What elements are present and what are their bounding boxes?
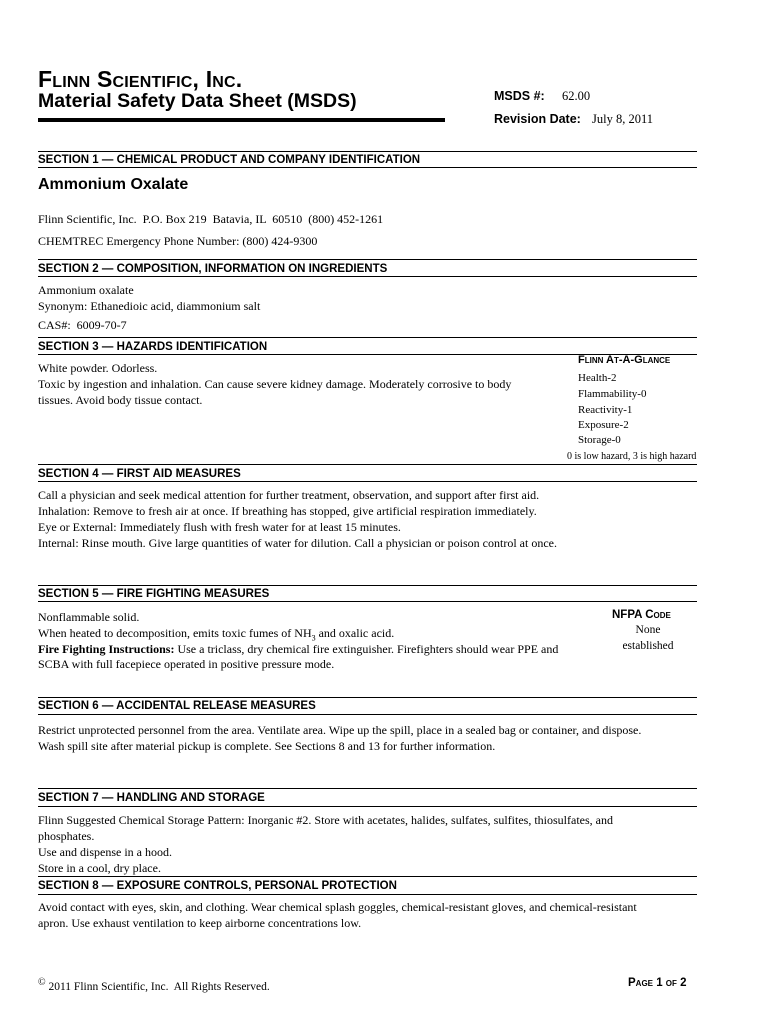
glance-legend: 0 is low hazard, 3 is high hazard — [567, 451, 697, 462]
section-8-rule-top — [38, 876, 697, 877]
page-number: Page 1 of 2 — [628, 977, 687, 989]
emergency-phone: CHEMTREC Emergency Phone Number: (800) 424-9300 — [38, 234, 318, 248]
storage-line-1: Flinn Suggested Chemical Storage Pattern: Inorganic #2. Store with acetates, halides, sulfates, sulfites, thiosulfates, and — [38, 813, 613, 827]
nfpa-code-value-1: None — [635, 624, 661, 636]
section-7-rule-bottom — [38, 806, 697, 807]
section-6-heading: SECTION 6 — ACCIDENTAL RELEASE MEASURES — [38, 700, 316, 712]
section-5-rule-top — [38, 585, 697, 586]
storage-line-2: phosphates. — [38, 829, 95, 843]
section-6-rule-bottom — [38, 714, 697, 715]
exposure-line-2: apron. Use exhaust ventilation to keep airborne concentrations low. — [38, 916, 362, 930]
fire-line-2-tail: and oxalic acid. — [315, 626, 395, 640]
release-line-1: Restrict unprotected personnel from the area. Ventilate area. Wipe up the spill, place in a sealed bag or container, and dispose. — [38, 723, 642, 737]
first-aid-inhalation: Inhalation: Remove to fresh air at once. If breathing has stopped, give artificial respiration immediately. — [38, 504, 537, 518]
fire-line-1: Nonflammable solid. — [38, 610, 140, 624]
revision-date-label: Revision Date: — [494, 112, 581, 126]
fire-line-2-subscript: 3 — [311, 633, 316, 643]
section-3-rule-top — [38, 337, 697, 338]
hazard-line-2: Toxic by ingestion and inhalation. Can cause severe kidney damage. Moderately corrosive to body — [38, 377, 512, 391]
title-rule — [38, 118, 445, 122]
ingredient-synonym: Synonym: Ethanedioic acid, diammonium salt — [38, 299, 261, 313]
revision-date-value: July 8, 2011 — [592, 112, 653, 126]
section-2-rule-bottom — [38, 276, 697, 277]
fire-line-2-text: When heated to decomposition, emits toxic fumes of NH — [38, 626, 312, 640]
fire-instructions-line-2: SCBA with full facepiece operated in positive pressure mode. — [38, 657, 335, 671]
document-type: Material Safety Data Sheet (MSDS) — [38, 90, 357, 112]
footer-copyright — [38, 977, 270, 993]
glance-health: Health-2 — [578, 372, 617, 384]
first-aid-general: Call a physician and seek medical attention for further treatment, observation, and support after first aid. — [38, 488, 540, 502]
glance-reactivity: Reactivity-1 — [578, 404, 633, 416]
section-5-rule-bottom — [38, 601, 697, 602]
section-1-rule-bottom — [38, 167, 697, 168]
glance-storage: Storage-0 — [578, 434, 621, 446]
section-1-heading: SECTION 1 — CHEMICAL PRODUCT AND COMPANY IDENTIFICATION — [38, 154, 421, 166]
section-7-heading: SECTION 7 — HANDLING AND STORAGE — [38, 792, 265, 804]
glance-exposure: Exposure-2 — [578, 419, 629, 431]
company-name: Flinn Scientific, Inc. — [38, 66, 243, 92]
glance-flammability: Flammability-0 — [578, 388, 647, 400]
fire-instructions-text: Use a triclass, dry chemical fire extinguisher. Firefighters should wear PPE and — [174, 642, 559, 656]
section-6-rule-top — [38, 697, 697, 698]
section-2-heading: SECTION 2 — COMPOSITION, INFORMATION ON INGREDIENTS — [38, 263, 388, 275]
release-line-2: Wash spill site after material pickup is complete. See Sections 8 and 13 for further information. — [38, 739, 496, 753]
nfpa-code-value-2: established — [622, 640, 674, 652]
section-7-rule-top — [38, 788, 697, 789]
section-4-heading: SECTION 4 — FIRST AID MEASURES — [38, 468, 241, 480]
copyright-symbol: © — [38, 977, 46, 988]
section-5-heading: SECTION 5 — FIRE FIGHTING MEASURES — [38, 588, 270, 600]
first-aid-eye: Eye or External: Immediately flush with fresh water for at least 15 minutes. — [38, 520, 401, 534]
fire-instructions-label: Fire Fighting Instructions: — [38, 642, 175, 656]
section-2-rule-top — [38, 259, 697, 260]
company-address: Flinn Scientific, Inc. P.O. Box 219 Batavia, IL 60510 (800) 452-1261 — [38, 212, 384, 226]
ingredient-name: Ammonium oxalate — [38, 283, 134, 297]
msds-number-label: MSDS #: — [494, 89, 545, 103]
at-a-glance-title: Flinn At-A-Glance — [578, 354, 671, 366]
hazard-line-3: tissues. Avoid body tissue contact. — [38, 393, 203, 407]
product-name: Ammonium Oxalate — [38, 176, 189, 193]
section-4-rule-top — [38, 464, 697, 465]
first-aid-internal: Internal: Rinse mouth. Give large quantities of water for dilution. Call a physician or poison control at once. — [38, 536, 557, 550]
cas-number: CAS#: 6009-70-7 — [38, 318, 127, 332]
storage-line-4: Store in a cool, dry place. — [38, 861, 161, 875]
section-3-heading: SECTION 3 — HAZARDS IDENTIFICATION — [38, 341, 268, 353]
section-8-rule-bottom — [38, 894, 697, 895]
section-8-heading: SECTION 8 — EXPOSURE CONTROLS, PERSONAL PROTECTION — [38, 880, 397, 892]
fire-instructions — [38, 641, 558, 657]
nfpa-code-title: NFPA Code — [612, 609, 671, 621]
section-4-rule-bottom — [38, 481, 697, 482]
msds-number-value: 62.00 — [562, 89, 591, 103]
hazard-line-1: White powder. Odorless. — [38, 361, 158, 375]
section-1-rule-top — [38, 151, 697, 152]
storage-line-3: Use and dispense in a hood. — [38, 845, 172, 859]
footer-copyright-text: 2011 Flinn Scientific, Inc. All Rights Reserved. — [48, 980, 270, 993]
exposure-line-1: Avoid contact with eyes, skin, and clothing. Wear chemical splash goggles, chemical-resistant gloves, and chemical-resistant — [38, 900, 637, 914]
